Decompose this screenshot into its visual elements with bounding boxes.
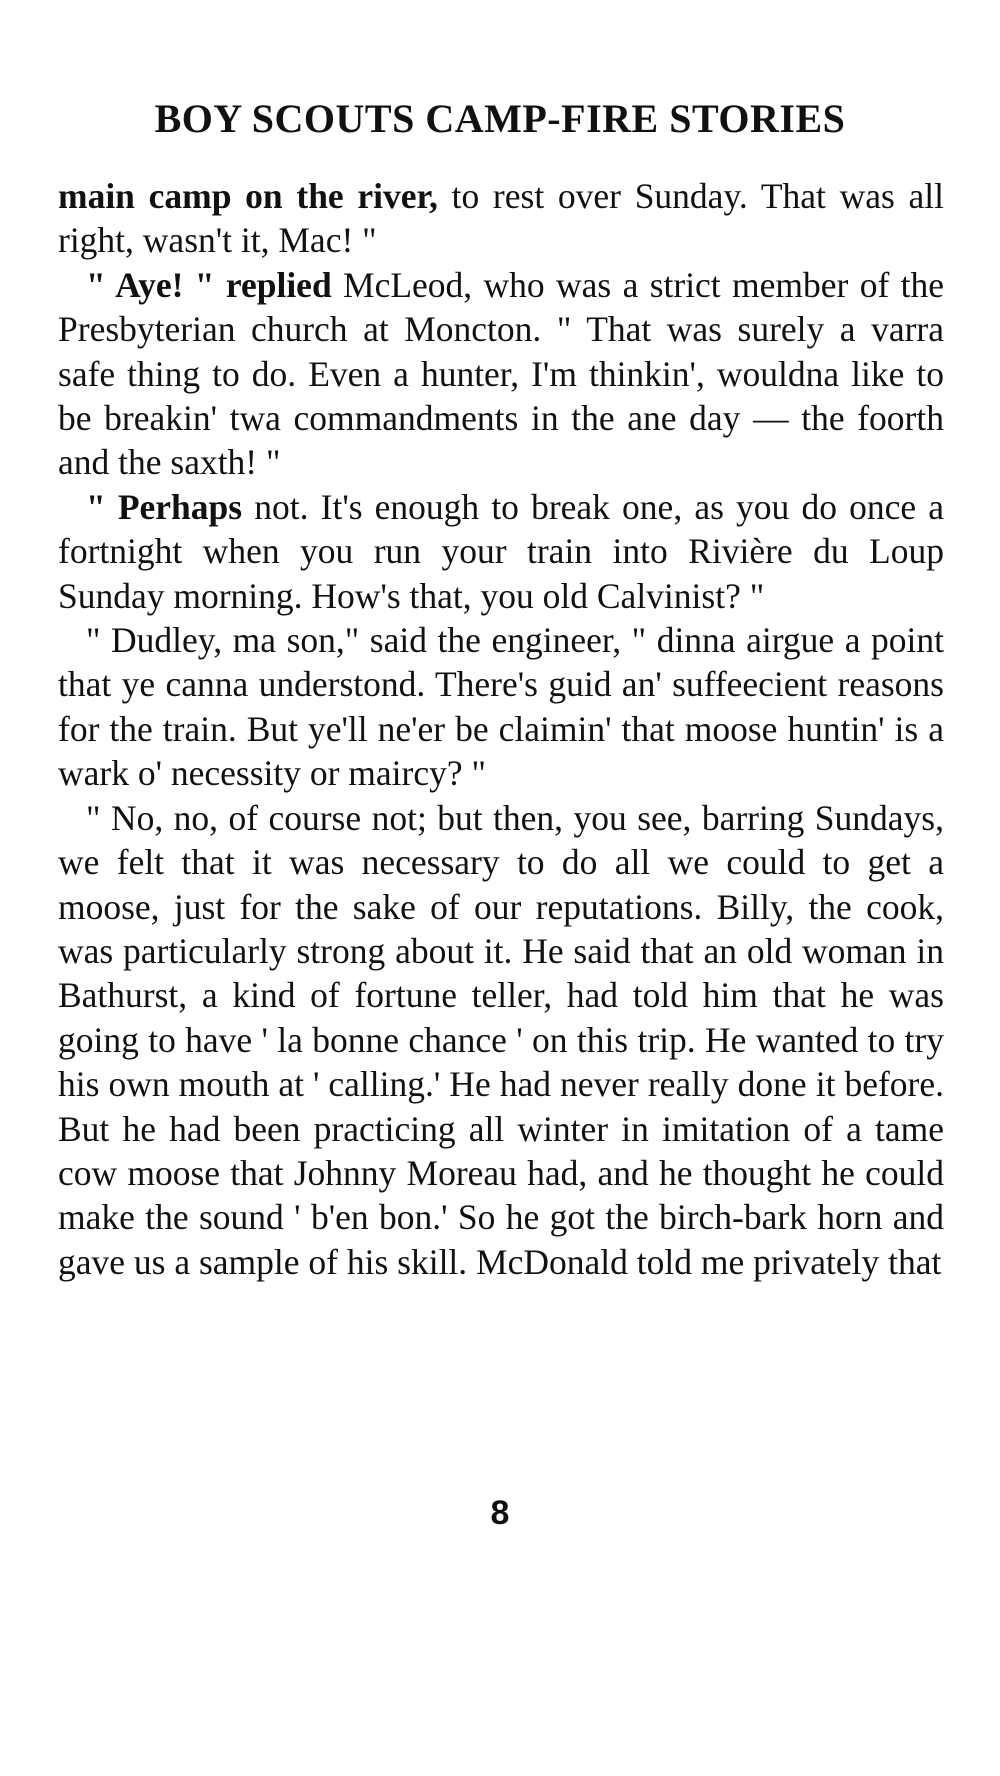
paragraph-2-bold-start: " Aye! " replied	[86, 264, 332, 305]
paragraph-4-text: " Dudley, ma son," said the engineer, " dinna airgue a point that ye canna understond. There's guid an' suffeecient reasons for the train. But ye'll ne'er be claimin' that moose huntin' is a wark o' necessity or maircy? "	[58, 620, 944, 794]
paragraph-5	[58, 796, 944, 1284]
paragraph-1-bold-start: main camp on the river,	[58, 176, 438, 216]
paragraph-2	[58, 263, 944, 485]
paragraph-3-text: not. It's enough to break one, as you do once a fortnight when you run your train into Rivière du Loup Sunday morning. How's that, you old Calvinist? "	[58, 486, 944, 616]
paragraph-4	[58, 618, 944, 796]
paragraph-3-bold-start: " Perhaps	[86, 486, 243, 527]
page-number: 8	[490, 1494, 510, 1532]
page-body	[58, 174, 944, 1284]
paragraph-2-text: McLeod, who was a strict member of the Presbyterian church at Moncton. " That was surely a varra safe thing to do. Even a hunter, I'm thinkin', wouldna like to be breakin' twa commandments in the ane day — the foorth and the saxth! "	[58, 264, 944, 483]
running-head: BOY SCOUTS CAMP-FIRE STORIES	[154, 96, 846, 141]
paragraph-5-text: " No, no, of course not; but then, you see, barring Sundays, we felt that it was necessary to do all we could to get a moose, just for the sake of our reputations. Billy, the cook, was particularly strong about it. He said that an old woman in Bathurst, a kind of fortune teller, had told him that he was going to have ' la bonne chance ' on this trip. He wanted to try his own mouth at ' calling.' He had never really done it before. But he had been practicing all winter in imitation of a tame cow moose that Johnny Moreau had, and he thought he could make the sound ' b'en bon.' So he got the birch-bark horn and gave us a sample of his skill. McDonald told me privately that	[58, 797, 944, 1282]
paragraph-1-text: to rest over Sunday. That was all right, wasn't it, Mac! "	[58, 176, 944, 261]
paragraph-3	[58, 485, 944, 618]
paragraph-1	[58, 174, 944, 263]
